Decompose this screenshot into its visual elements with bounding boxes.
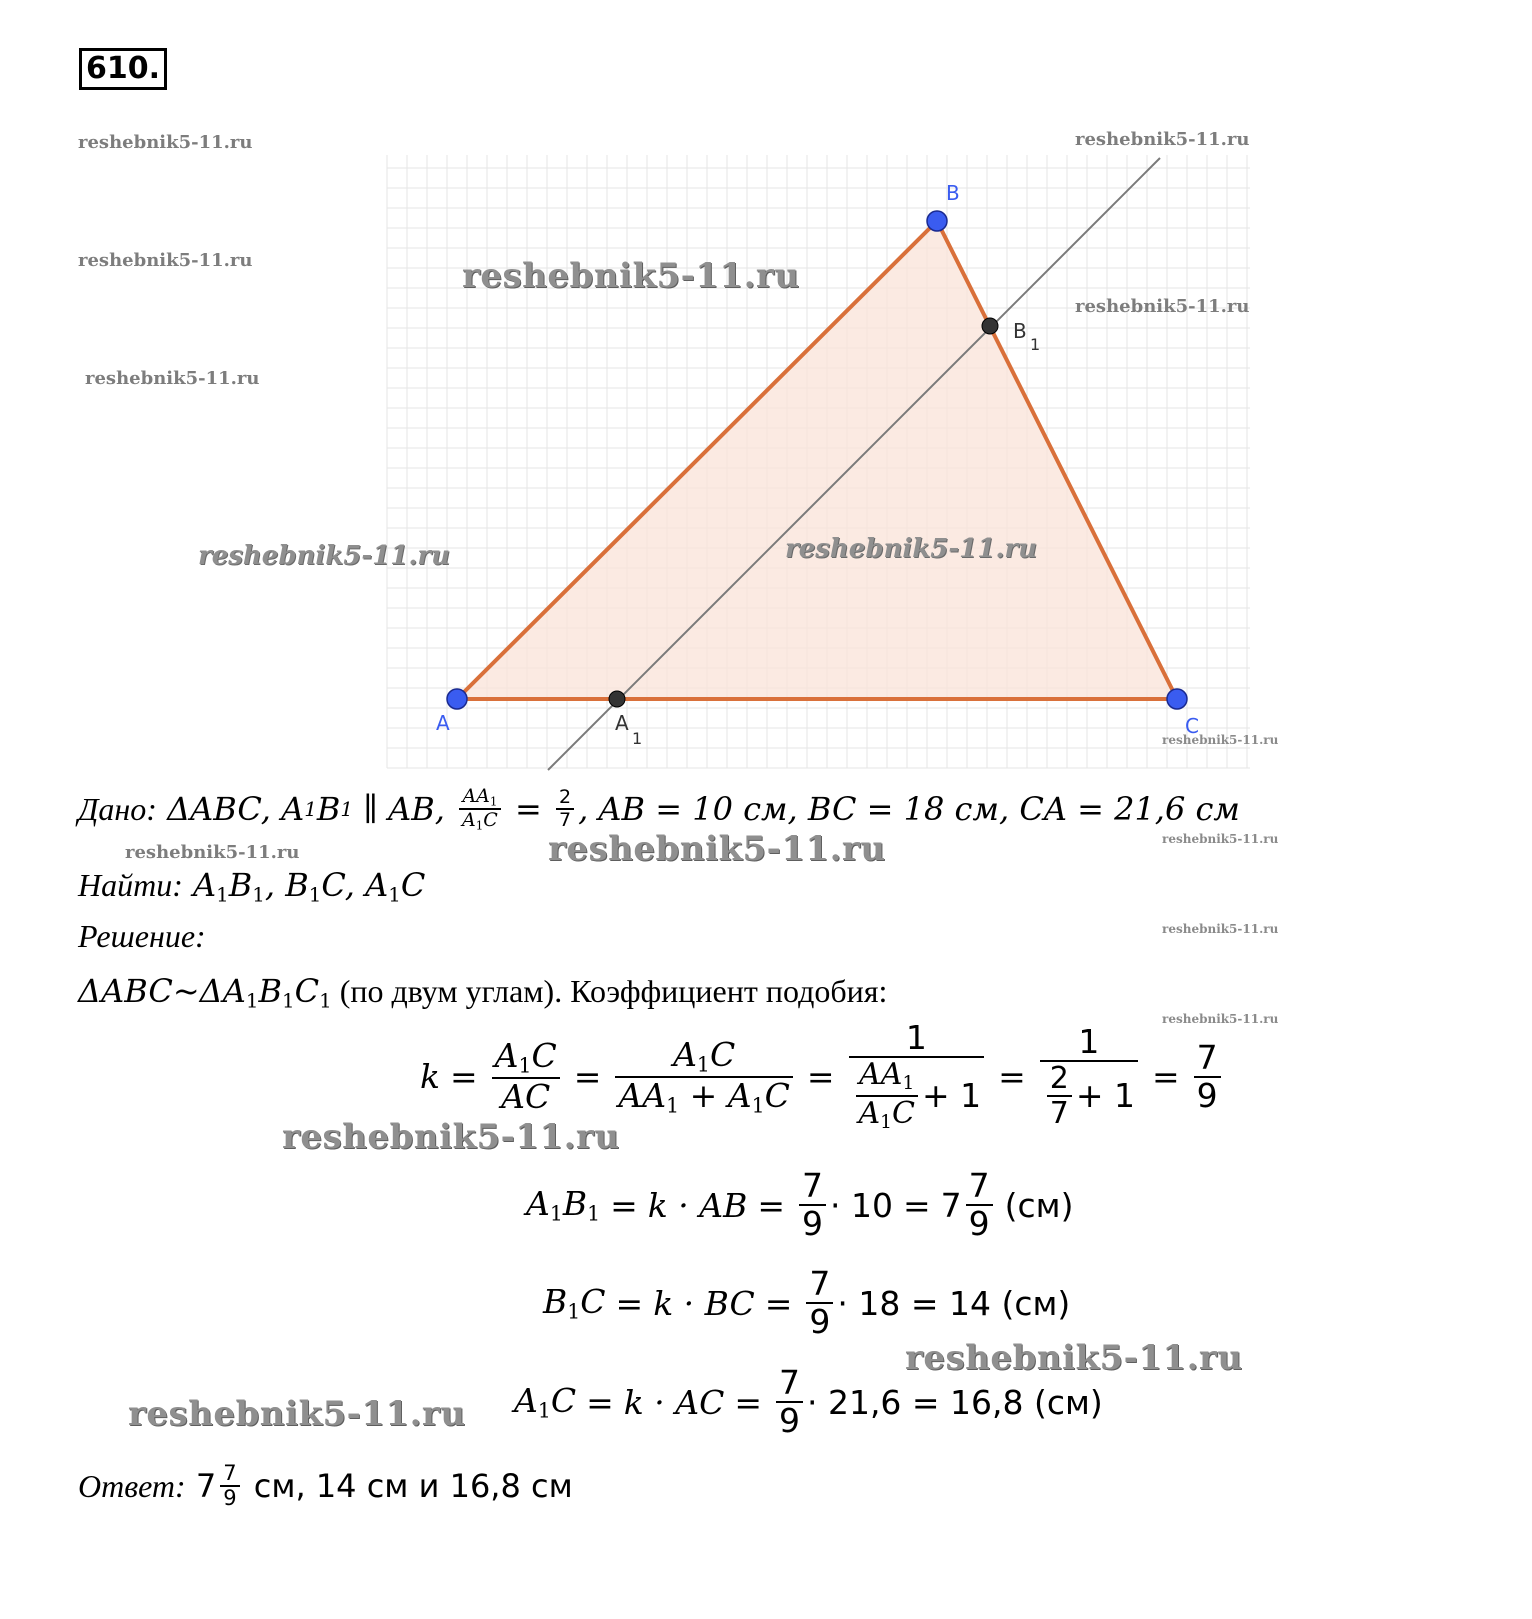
triangle-figure xyxy=(0,0,1532,790)
watermark: reshebnik5-11.ru xyxy=(1162,922,1279,936)
watermark: reshebnik5-11.ru xyxy=(128,1394,466,1434)
watermark: reshebnik5-11.ru xyxy=(1162,733,1279,747)
point-a1 xyxy=(609,691,625,707)
watermark: reshebnik5-11.ru xyxy=(198,541,451,571)
given-text-c: ∥ AB, xyxy=(352,790,456,829)
label-c: C xyxy=(1185,714,1199,738)
given-text-a: ΔABC, A xyxy=(167,790,305,829)
watermark: reshebnik5-11.ru xyxy=(78,132,253,153)
point-a xyxy=(447,689,467,709)
label-b: B xyxy=(946,181,960,205)
watermark: reshebnik5-11.ru xyxy=(282,1117,620,1157)
answer-label: Ответ: xyxy=(78,1467,186,1504)
watermark: reshebnik5-11.ru xyxy=(1075,296,1250,317)
watermark: reshebnik5-11.ru xyxy=(85,368,260,389)
watermark: reshebnik5-11.ru xyxy=(548,829,886,869)
watermark: reshebnik5-11.ru xyxy=(1162,832,1279,846)
point-b xyxy=(927,211,947,231)
label-b1-sub: 1 xyxy=(1030,335,1041,354)
answer-line: Ответ: 7 $\frac{7}{9}$ см, 14 см и 16,8 см xyxy=(78,1461,573,1511)
given-fraction: $\frac{2}{7}$ xyxy=(556,787,574,831)
k-formula: k = $\frac{A_1C}{AC}$ = $\frac{A_1C}{AA_1 + A_1C}$ = 1 $\frac{AA_1}{A_1C}$ + 1 = 1 $\frac{2}{7}$ + 1 = $\frac{7}{9}$ xyxy=(420,1020,1225,1134)
watermark: reshebnik5-11.ru xyxy=(78,250,253,271)
watermark: reshebnik5-11.ru xyxy=(785,534,1038,564)
label-a: A xyxy=(436,711,450,735)
given-ab: , AB = 10 см, xyxy=(578,790,808,829)
label-a1-sub: 1 xyxy=(632,729,643,748)
solution-label: Решение: xyxy=(78,918,206,954)
watermark: reshebnik5-11.ru xyxy=(1075,129,1250,150)
given-line: Дано: ΔABC, A 1 B 1 ∥ AB, $\frac{AA_1}{A_1C}$ = $\frac{2}{7}$ , AB = 10 см, BC = 18 см, CA = 21,6 см xyxy=(78,785,1240,833)
find-label: Найти: xyxy=(78,867,183,903)
point-c xyxy=(1167,689,1187,709)
point-b1 xyxy=(982,318,998,334)
given-ratio: $\frac{AA_1}{A_1C}$ xyxy=(459,786,501,833)
similarity-line: $\Delta ABC\sim\Delta A_1B_1C_1$ (по двум углам). Коэффициент подобия: xyxy=(78,972,888,1013)
find-line: Найти: $A_1B_1$, $B_1C$, $A_1C$ xyxy=(78,866,426,907)
given-bc: BC = 18 см, xyxy=(807,790,1020,829)
a1b1-formula: $A_1B_1$ = k · AB = $\frac{7}{9}$ · 10 = 7 $\frac{7}{9}$ (см) xyxy=(526,1166,1074,1244)
given-ca: CA = 21,6 см xyxy=(1019,790,1240,829)
watermark: reshebnik5-11.ru xyxy=(905,1338,1243,1378)
watermark: reshebnik5-11.ru xyxy=(1162,1012,1279,1026)
problem-number: 610. xyxy=(79,48,167,90)
watermark: reshebnik5-11.ru xyxy=(462,256,800,296)
b1c-formula: $B_1C$ = k · BC = $\frac{7}{9}$ · 18 = 14 (см) xyxy=(543,1264,1071,1342)
label-b1: B xyxy=(1013,319,1027,343)
a1c-formula: $A_1C$ = k · AC = $\frac{7}{9}$ · 21,6 = 16,8 (см) xyxy=(514,1363,1103,1441)
watermark: reshebnik5-11.ru xyxy=(125,842,300,863)
label-a1: A xyxy=(615,711,629,735)
given-label: Дано: xyxy=(78,790,157,827)
